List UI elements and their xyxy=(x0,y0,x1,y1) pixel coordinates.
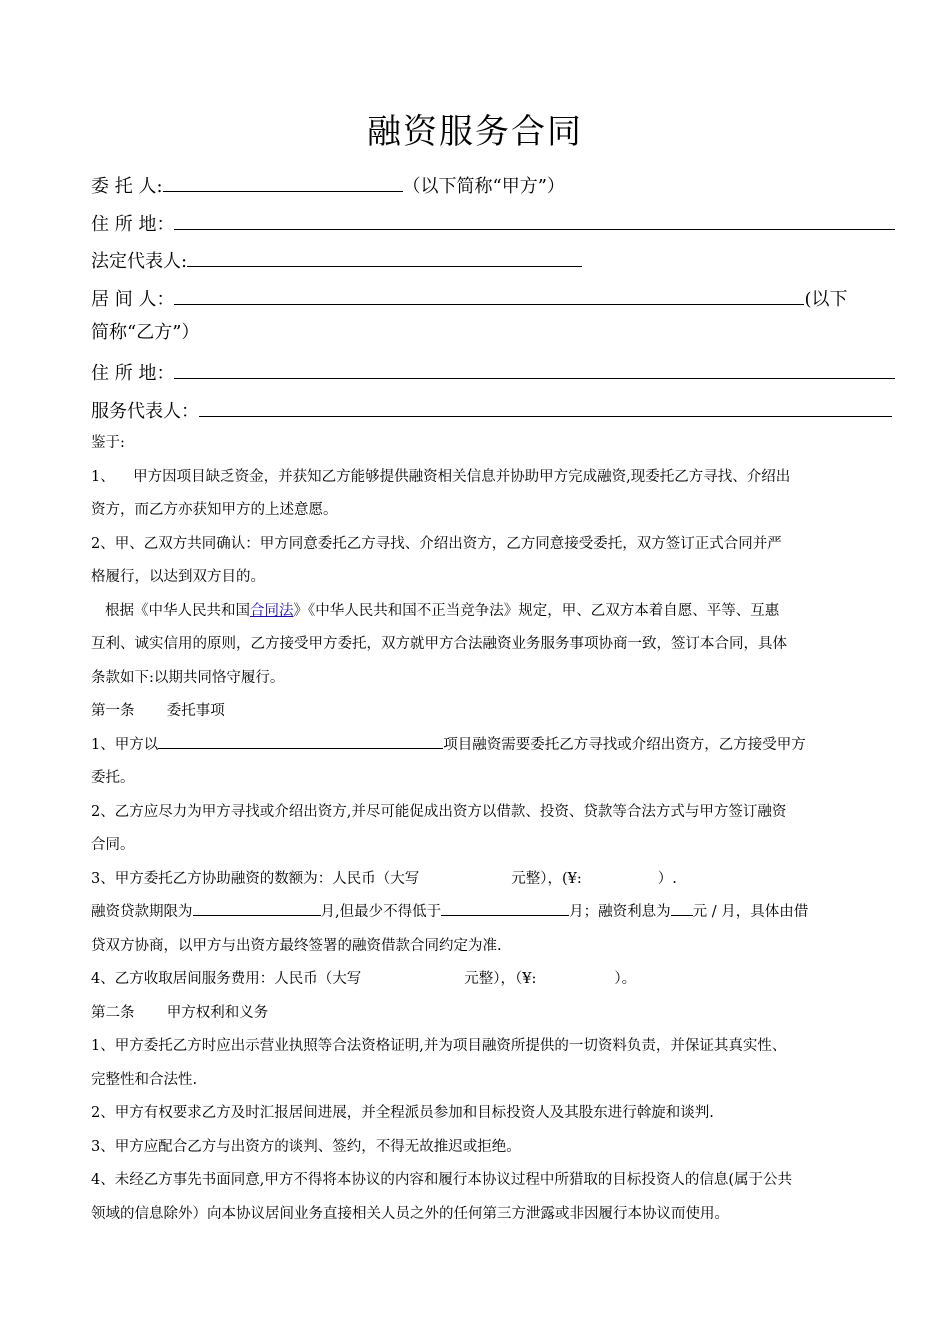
article-2-item-4-cont: 领域的信息除外）向本协议居间业务直接相关人员之外的任何第三方泄露或非因履行本协议而使用。 xyxy=(91,1205,729,1222)
agent-label: 居 间 人： xyxy=(91,289,175,310)
loan-term-field[interactable] xyxy=(193,899,321,916)
whereas-item-2-cont: 格履行，以达到双方目的。 xyxy=(91,569,265,585)
agent-address-line xyxy=(91,358,895,386)
project-name-field[interactable] xyxy=(158,732,443,749)
article-1-item-2: 2、乙方应尽力为甲方寻找或介绍出资方,并尽可能促成出资方以借款、投资、贷款等合法方式与甲方签订融资 xyxy=(91,803,787,820)
a1-4-post: ）。 xyxy=(614,971,637,987)
contract-law-link[interactable]: 合同法 xyxy=(250,602,294,619)
article-2-item-3: 3、甲方应配合乙方与出资方的谈判、签约，不得无故推迟或拒绝。 xyxy=(91,1138,521,1155)
loan-min-term-field[interactable] xyxy=(441,899,569,916)
article-1-item-3 xyxy=(91,863,861,897)
client-label: 委 托 人: xyxy=(91,176,163,197)
interest-field[interactable] xyxy=(671,899,693,916)
contract-body xyxy=(91,427,861,1231)
loan-term-line xyxy=(91,896,861,930)
legal-rep-field[interactable] xyxy=(187,246,582,267)
a1-4-mid: 元整），（¥: xyxy=(464,971,537,987)
basis-paragraph-cont: 互利、诚实信用的原则，乙方接受甲方委托，双方就甲方合法融资业务服务事项协商一致，签订本合同，具体 xyxy=(91,636,787,652)
a1-1-pre: 1、甲方以 xyxy=(91,736,159,753)
loan-mid1: 月,但最少不得低于 xyxy=(320,904,442,920)
page-title: 融资服务合同 xyxy=(367,112,583,152)
address-line xyxy=(91,209,895,237)
whereas-item-2: 2、甲、乙双方共同确认：甲方同意委托乙方寻找、介绍出资方，乙方同意接受委托，双方签订正式合同并严 xyxy=(91,535,782,552)
address-field[interactable] xyxy=(174,209,895,230)
agent-address-label: 住 所 地： xyxy=(91,363,175,384)
address-label: 住 所 地： xyxy=(91,214,175,235)
agent-suffix: (以下 xyxy=(804,289,848,310)
whereas-item-1: 1、 甲方因项目缺乏资金，并获知乙方能够提供融资相关信息并协助甲方完成融资,现委托乙方寻找、介绍出 xyxy=(91,468,791,485)
a1-3-post: ）. xyxy=(657,870,677,887)
article-1-title: 第一条 委托事项 xyxy=(91,703,225,719)
service-rep-line xyxy=(91,396,892,424)
a1-4-pre: 4、乙方收取居间服务费用：人民币（大写 xyxy=(91,971,362,987)
whereas-heading: 鉴于: xyxy=(91,435,125,451)
agent-field[interactable] xyxy=(174,284,804,305)
legal-rep-line xyxy=(91,246,582,274)
agent-address-field[interactable] xyxy=(174,358,895,379)
client-suffix: （以下简称“甲方”） xyxy=(402,176,565,197)
service-rep-label: 服务代表人： xyxy=(91,401,199,422)
legal-rep-label: 法定代表人: xyxy=(91,251,188,272)
loan-mid2: 月；融资利息为 xyxy=(569,904,671,920)
article-2-item-1: 1、甲方委托乙方时应出示营业执照等合法资格证明,并为项目融资所提供的一切资料负责，并保证其真实性、 xyxy=(91,1038,787,1054)
basis-paragraph xyxy=(91,595,861,629)
a1-3-pre: 3、甲方委托乙方协助融资的数额为：人民币（大写 xyxy=(91,870,420,887)
service-rep-field[interactable] xyxy=(199,396,892,417)
a1-3-mid: 元整），(¥: xyxy=(511,870,582,887)
article-1-item-2-cont: 合同。 xyxy=(91,837,135,853)
loan-post: 元 / 月，具体由借 xyxy=(692,904,809,920)
article-2-item-1-cont: 完整性和合法性. xyxy=(91,1071,198,1088)
agent-suffix-line: 简称“乙方”） xyxy=(91,322,200,343)
client-line xyxy=(91,171,565,199)
basis-text-post: 》《中华人民共和国不正当竞争法》规定，甲、乙双方本着自愿、平等、互惠 xyxy=(293,602,780,619)
article-1-item-4 xyxy=(91,963,861,997)
client-field[interactable] xyxy=(163,171,403,192)
article-2-item-2: 2、甲方有权要求乙方及时汇报居间进展，并全程派员参加和目标投资人及其股东进行斡旋和谈判. xyxy=(91,1105,714,1121)
article-1-item-1 xyxy=(91,729,861,763)
loan-pre: 融资贷款期限为 xyxy=(91,904,193,920)
loan-term-line-cont: 贷双方协商，以甲方与出资方最终签署的融资借款合同约定为准. xyxy=(91,937,502,954)
basis-paragraph-end: 条款如下:以期共同恪守履行。 xyxy=(91,669,285,686)
a1-1-post: 项目融资需要委托乙方寻找或介绍出资方，乙方接受甲方 xyxy=(443,736,806,753)
agent-line xyxy=(91,284,847,312)
article-2-item-4: 4、未经乙方事先书面同意,甲方不得将本协议的内容和履行本协议过程中所猎取的目标投资人的信息(属于公共 xyxy=(91,1172,792,1188)
article-2-title: 第二条 甲方权利和义务 xyxy=(91,1004,269,1021)
article-1-item-1-cont: 委托。 xyxy=(91,770,135,786)
basis-text-pre: 根据《中华人民共和国 xyxy=(105,602,250,619)
whereas-item-1-cont: 资方，而乙方亦获知甲方的上述意愿。 xyxy=(91,502,338,518)
